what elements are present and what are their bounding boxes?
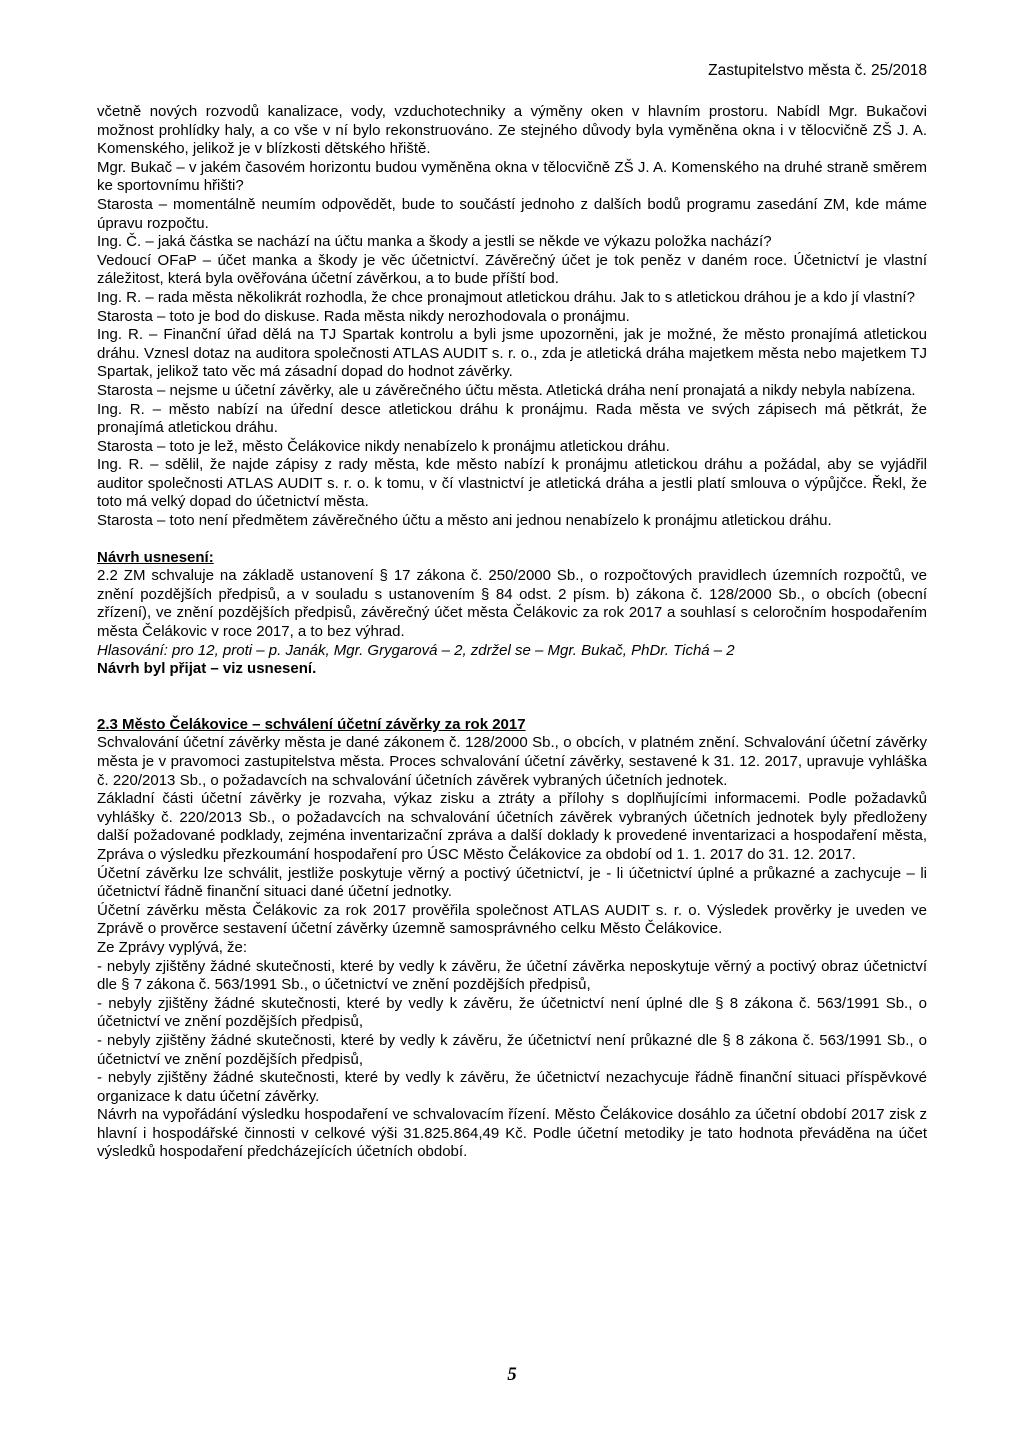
section-list-item: - nebyly zjištěny žádné skutečnosti, které by vedly k závěru, že účetnictví není průkazné dle § 8 zákona č. 563/1991 Sb., o účetnictví ve znění pozdějších předpisů, [97, 1031, 927, 1068]
page-content [97, 103, 927, 1162]
discussion-paragraph: Starosta – toto je bod do diskuse. Rada města nikdy nerozhodovala o pronájmu. [97, 307, 630, 325]
discussion-paragraph: včetně nových rozvodů kanalizace, vody, vzduchotechniky a výměny oken v hlavním prostoru. Nabídl Mgr. Bukačovi možnost prohlídky haly, a co vše v ní bylo rekonstruováno. Ze stejného důvody byla vyměněna okna i v tělocvičně ZŠ J. A. Komenského, jelikož je v blízkosti dětského hřiště. [97, 103, 927, 158]
section-paragraph: Návrh na vypořádání výsledku hospodaření ve schvalovacím řízení. Město Čelákovice dosáhlo za účetní období 2017 zisk z hlavní i hospodářské činnosti v celkové výši 31.825.864,49 Kč. Podle účetní metodiky je tato hodnota převáděna na účet výsledků hospodaření předcházejících účetních období. [97, 1106, 927, 1161]
discussion-paragraph: Starosta – toto není předmětem závěrečného účtu a město ani jednou nenabízelo k pronájmu atletickou dráhu. [97, 512, 832, 530]
discussion-paragraph: Ing. R. – sdělil, že najde zápisy z rady města, kde město nabízí k pronájmu atletickou dráhu a požádal, aby se vyjádřil auditor společnosti ATLAS AUDIT s. r. o. k tomu, v čí vlastnictví je atletická dráha a jestli platí smlouva o výpůjčce. Řekl, že toto má velký dopad do účetnictví města. [97, 456, 927, 511]
section-list-item: - nebyly zjištěny žádné skutečnosti, které by vedly k závěru, že účetnictví není úplné dle § 8 zákona č. 563/1991 Sb., o účetnictví ve znění pozdějších předpisů, [97, 994, 927, 1031]
spacer [97, 531, 927, 549]
discussion-paragraph: Ing. R. – město nabízí na úřední desce atletickou dráhu k pronájmu. Rada města ve svých zápisech má pětkrát, že pronajímá atletickou dráhu. [97, 400, 927, 437]
discussion-paragraph: Ing. R. – Finanční úřad dělá na TJ Spartak kontrolu a byli jsme upozorněni, jak je možné, že město pronajímá atletickou dráhu. Vznesl dotaz na auditora společnosti ATLAS AUDIT s. r. o., zda je atletická dráha majetkem města nebo majetkem TJ Spartak, jelikož tato věc má zásadní dopad do hodnot závěrky. [97, 326, 927, 381]
discussion-paragraph: Ing. R. – rada města několikrát rozhodla, že chce pronajmout atletickou dráhu. Jak to s atletickou dráhou je a kdo jí vlastní? [97, 288, 915, 306]
discussion-paragraph: Vedoucí OFaP – účet manka a škody je věc účetnictví. Závěrečný účet je tok peněz v daném roce. Účetnictví je vlastní záležitost, která byla ověřována účetní závěrkou, a to bude příští bod. [97, 251, 927, 288]
spacer [97, 679, 927, 716]
discussion-paragraph: Ing. Č. – jaká částka se nachází na účtu manka a škody a jestli se někde ve výkazu položka nachází? [97, 233, 772, 251]
discussion-paragraph: Starosta – toto je lež, město Čelákovice nikdy nenabízelo k pronájmu atletickou dráhu. [97, 437, 670, 455]
section-heading: 2.3 Město Čelákovice – schválení účetní závěrky za rok 2017 [97, 715, 526, 733]
proposal-text: 2.2 ZM schvaluje na základě ustanovení § 17 zákona č. 250/2000 Sb., o rozpočtových pravidlech územních rozpočtů, ve znění pozdějších předpisů, a v souladu s ustanovením § 84 odst. 2 písm. b) zákona č. 128/2000 Sb., o obcích (obecní zřízení), ve znění pozdějších předpisů, závěrečný účet města Čelákovic za rok 2017 a souhlasí s celoročním hospodařením města Čelákovic v roce 2017, a to bez výhrad. [97, 567, 927, 641]
proposal-outcome: Návrh byl přijat – viz usnesení. [97, 660, 317, 678]
vote-result: Hlasování: pro 12, proti – p. Janák, Mgr. Grygarová – 2, zdržel se – Mgr. Bukač, PhDr. Tichá – 2 [97, 641, 735, 659]
discussion-paragraph: Starosta – momentálně neumím odpovědět, bude to součástí jednoho z dalších bodů programu zasedání ZM, kde máme úpravu rozpočtu. [97, 195, 927, 232]
section-paragraph: Účetní závěrku lze schválit, jestliže poskytuje věrný a poctivý účetnictví, je - li účetnictví úplné a průkazné a zachycuje – li účetnictví řádně finanční situaci dané účetní jednotky. [97, 864, 927, 901]
section-list-item: - nebyly zjištěny žádné skutečnosti, které by vedly k závěru, že účetnictví nezachycuje řádně finanční situaci příspěvkové organizace k datu účetní závěrky. [97, 1069, 927, 1105]
proposal-heading: Návrh usnesení: [97, 548, 214, 566]
page-header: Zastupitelstvo města č. 25/2018 [708, 62, 927, 79]
section-paragraph: Základní části účetní závěrky je rozvaha, výkaz zisku a ztráty a přílohy s doplňujícími informacemi. Podle požadavků vyhlášky č. 220/2013 Sb., o požadavcích na schvalování účetních závěrek vybraných účetních jednotek byly předloženy další požadované podklady, zejména inventarizační zpráva a další doklady k provedené inventarizaci a hospodaření města, Zpráva o výsledku přezkoumání hospodaření pro ÚSC Město Čelákovice za období od 1. 1. 2017 do 31. 12. 2017. [97, 790, 927, 863]
discussion-paragraph: Mgr. Bukač – v jakém časovém horizontu budou vyměněna okna v tělocvičně ZŠ J. A. Komenského na druhé straně směrem ke sportovnímu hřišti? [97, 158, 927, 195]
section-paragraph: Účetní závěrku města Čelákovic za rok 2017 prověřila společnost ATLAS AUDIT s. r. o. Výsledek prověrky je uveden ve Zprávě o prověrce sestavení účetní závěrky územně samosprávného celku Město Čelákovice. [97, 901, 927, 938]
section-list-item: - nebyly zjištěny žádné skutečnosti, které by vedly k závěru, že účetní závěrka neposkytuje věrný a poctivý obraz účetnictví dle § 7 zákona č. 563/1991 Sb., o účetnictví ve znění pozdějších předpisů, [97, 957, 927, 994]
page-number: 5 [507, 1364, 517, 1385]
discussion-paragraph: Starosta – nejsme u účetní závěrky, ale u závěrečného účtu města. Atletická dráha není pronajatá a nikdy nebyla nabízena. [97, 381, 916, 399]
section-paragraph: Ze Zprávy vyplývá, že: [97, 938, 248, 956]
section-paragraph: Schvalování účetní závěrky města je dané zákonem č. 128/2000 Sb., o obcích, v platném znění. Schvalování účetní závěrky města je v pravomoci zastupitelstva města. Proces schvalování účetní závěrky, sestavené k 31. 12. 2017, upravuje vyhláška č. 220/2013 Sb., o požadavcích na schvalování účetních závěrek vybraných účetních jednotek. [97, 734, 927, 789]
